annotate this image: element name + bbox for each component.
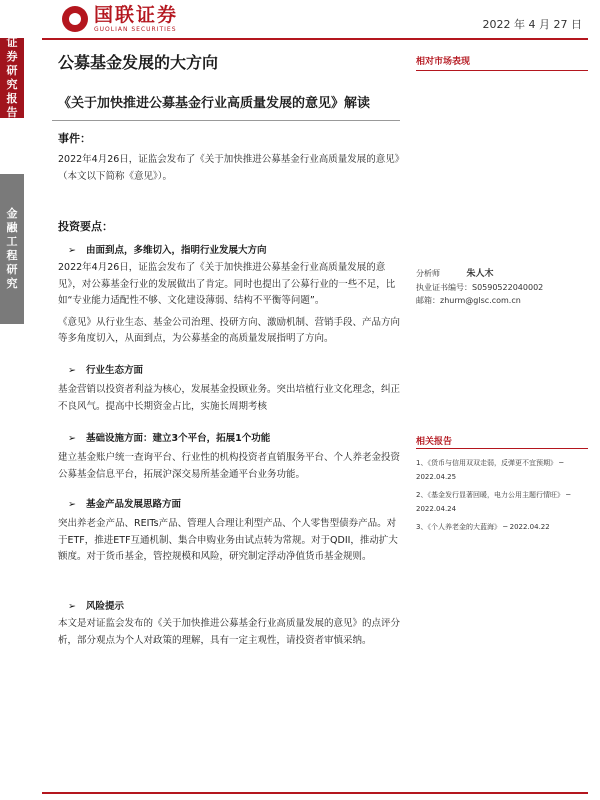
report-date: 2022 年 4 月 27 日: [482, 18, 582, 31]
side-tab-char: 究: [6, 277, 18, 290]
related-report-item[interactable]: 1、《货币与信用双双走弱，反弹更不宜预期》 ─ 2022.04.25: [416, 459, 564, 481]
related-reports-title: 相关报告: [416, 437, 453, 447]
rating-label: 相对市场表现: [416, 57, 471, 67]
section-4-paragraph: 突出养老金产品、REITs产品、管理人合理让利型产品、个人零售型债券产品。对于ETF，推进ETF互通机制、集合申购业务由试点转为常规。对于QDII，推动扩大额度。对于货币基金，管控规模和风险，研究制定浮动净值货币基金规则。: [58, 518, 398, 562]
section-1-title: 由面到点，多维切入，指明行业发展大方向: [85, 245, 267, 256]
logo-name-en: GUOLIAN SECURITIES: [94, 26, 177, 33]
arrow-icon: ➢: [68, 499, 76, 510]
side-tab-char: 报: [6, 92, 18, 105]
title-divider: [52, 120, 400, 121]
related-reports-list: [416, 456, 588, 538]
side-tab-char: 融: [6, 221, 18, 234]
section-1-paragraph-2: 《意见》从行业生态、基金公司治理、投研方向、激励机制、营销手段、产品方向等多角度切入，从面到点，为公募基金的高质量发展指明了方向。: [58, 316, 401, 344]
side-tab-report-type: [0, 38, 24, 118]
side-tab-char: 工: [6, 235, 18, 248]
section-2-body: [58, 382, 402, 420]
section-3-heading: [68, 430, 270, 444]
logo-icon: [62, 6, 88, 32]
arrow-icon: ➢: [68, 601, 76, 612]
side-tab-char: 究: [6, 78, 18, 91]
section-5-paragraph: 本文是对证监会发布的《关于加快推进公募基金行业高质量发展的意见》的点评分析，部分观点为个人对政策的理解，具有一定主观性，请投资者审慎采纳。: [58, 618, 401, 646]
event-heading: 事件：: [58, 132, 91, 145]
analyst-name: 朱人木: [466, 269, 494, 279]
related-report-item[interactable]: 3、《个人养老金的大蓝海》 ─ 2022.04.22: [416, 523, 550, 531]
rating-divider: [416, 70, 588, 71]
side-tab-char: 研: [6, 64, 18, 77]
section-4-title: 基金产品发展思路方面: [85, 499, 181, 510]
company-logo: [62, 4, 178, 33]
section-4-heading: [68, 496, 181, 510]
section-5-title: 风险提示: [85, 601, 124, 612]
related-divider: [416, 448, 588, 449]
section-3-paragraph: 建立基金账户统一查询平台、行业性的机构投资者直销服务平台、个人养老金投资公募基金信息平台，拓展沪深交易所基金通平台业务功能。: [58, 452, 401, 480]
side-tab-char: 券: [6, 50, 18, 63]
logo-name-cn: 国联证券: [94, 4, 179, 26]
arrow-icon: ➢: [68, 433, 76, 444]
footer-divider: [42, 792, 588, 794]
section-4-body: [58, 516, 402, 571]
arrow-icon: ➢: [68, 245, 76, 256]
analyst-cert: 执业证书编号：S0590522040002: [416, 283, 544, 292]
section-2-heading: [68, 362, 143, 376]
event-paragraph: 2022年4月26日，证监会发布了《关于加快推进公募基金行业高质量发展的意见》（本文以下简称《意见》）。: [58, 154, 400, 182]
section-2-title: 行业生态方面: [85, 365, 143, 376]
section-2-paragraph: 基金营销以投资者利益为核心，发展基金投顾业务。突出培植行业文化理念，纠正不良风气。提高中长期资金占比，实施长周期考核: [58, 384, 401, 412]
section-1-paragraph-1: 2022年4月26日，证监会发布了《关于加快推进公募基金行业高质量发展的意见》，对公募基金行业的发展做出了肯定。同时也提出了公募行业的一些不足，比如“专业能力适配性不够、文化建设薄弱、结构不平衡等问题”。: [58, 262, 396, 306]
side-tab-char: 告: [6, 106, 18, 119]
section-5-heading: [68, 598, 124, 612]
analyst-label: 分析师: [416, 269, 440, 278]
side-tab-category: [0, 174, 24, 324]
analyst-email[interactable]: 邮箱：zhurm@glsc.com.cn: [416, 296, 521, 305]
section-5-body: [58, 616, 402, 654]
arrow-icon: ➢: [68, 365, 76, 376]
section-1-body: [58, 260, 402, 353]
page-subtitle: 《关于加快推进公募基金行业高质量发展的意见》解读: [58, 96, 371, 111]
event-text: [58, 152, 402, 190]
section-1-heading: [68, 242, 266, 256]
side-tab-char: 研: [6, 263, 18, 276]
page-title: 公募基金发展的大方向: [58, 53, 219, 72]
header-divider: [42, 38, 588, 40]
section-3-title: 基础设施方面：建立3个平台，拓展1个功能: [85, 433, 271, 444]
points-heading: 投资要点：: [58, 220, 113, 233]
side-tab-char: 证: [6, 36, 18, 49]
side-tab-char: 金: [6, 207, 18, 220]
section-3-body: [58, 450, 402, 488]
side-tab-char: 程: [6, 249, 18, 262]
analyst-info: [416, 267, 588, 307]
related-report-item[interactable]: 2、《基金发行显著回暖，电力公用主题行情旺》 ─ 2022.04.24: [416, 491, 571, 513]
